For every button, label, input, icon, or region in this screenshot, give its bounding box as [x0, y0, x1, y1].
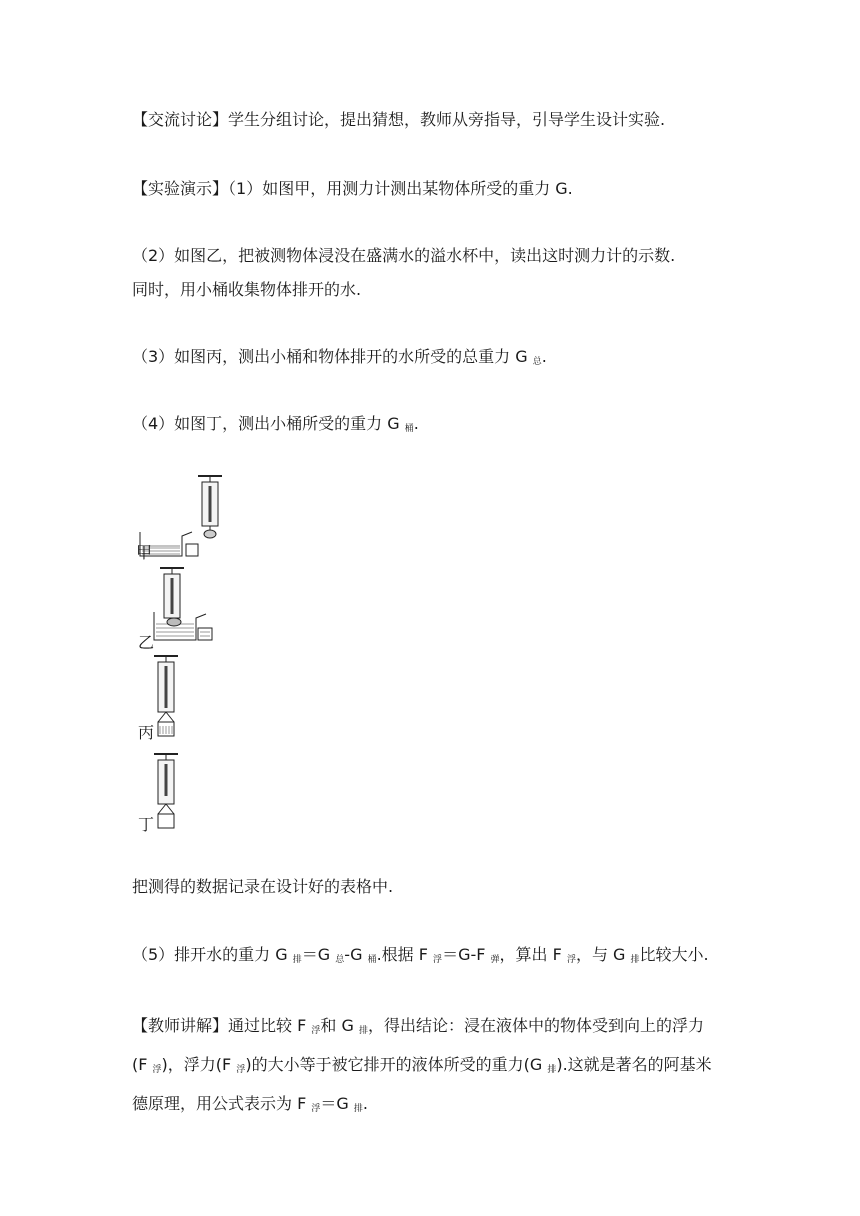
- paragraph-demo-step1: [132, 175, 740, 203]
- setup-ding: [154, 754, 178, 828]
- text-run: ，得出结论：浸在液体中的物体受到向上的浮力: [368, 1016, 705, 1035]
- text-run: 通过比较 F: [228, 1016, 312, 1035]
- subscript: 桶: [404, 424, 414, 434]
- experiment-diagram: [130, 470, 250, 840]
- paragraph-line: 同时，用小桶收集物体排开的水.: [132, 280, 362, 299]
- text-run: ＝G-F: [442, 945, 491, 964]
- figure-label-yi: 乙: [138, 633, 155, 652]
- text-run: 德原理，用公式表示为 F: [132, 1094, 312, 1113]
- text-run: )，浮力(F: [161, 1055, 237, 1074]
- setup-bing: [154, 656, 178, 736]
- paragraph-text: 把测得的数据记录在设计好的表格中.: [132, 877, 394, 896]
- text-run: ，算出 F: [499, 945, 567, 964]
- subscript: 弹: [490, 955, 500, 965]
- text-run: ).这就是著名的阿基米: [556, 1055, 712, 1074]
- figure-label-ding: 丁: [138, 815, 155, 834]
- paragraph-line: [132, 1087, 740, 1126]
- paragraph-line: （2）如图乙，把被测物体浸没在盛满水的溢水杯中，读出这时测力计的示数.: [132, 246, 676, 265]
- subscript: 浮: [566, 955, 576, 965]
- section-head: 【交流讨论】: [132, 110, 229, 129]
- paragraph-text: （4）如图丁，测出小桶所受的重力 G: [132, 414, 405, 433]
- setup-jia: [140, 476, 222, 556]
- text-run: ，与 G: [575, 945, 631, 964]
- text-run: （5）排开水的重力 G: [132, 945, 293, 964]
- paragraph-demo-step2: [132, 242, 740, 304]
- subscript: 浮: [433, 955, 443, 965]
- subscript: 总: [532, 357, 542, 367]
- text-run: .: [362, 1094, 369, 1113]
- paragraph-text: 学生分组讨论，提出猜想，教师从旁指导，引导学生设计实验.: [228, 110, 666, 129]
- paragraph-discussion: [132, 106, 740, 134]
- subscript: 排: [359, 1026, 369, 1036]
- setup-yi: [154, 568, 212, 640]
- subscript: 浮: [311, 1104, 321, 1114]
- figure-label-jia: 甲: [136, 543, 153, 562]
- subscript: 浮: [236, 1065, 246, 1075]
- text-run: 和 G: [320, 1016, 359, 1035]
- text-run: (F: [132, 1055, 153, 1074]
- subscript: 总: [335, 955, 345, 965]
- paragraph-demo-step3: [132, 343, 740, 376]
- paragraph-text: （1）如图甲，用测力计测出某物体所受的重力 G.: [228, 179, 573, 198]
- subscript: 排: [547, 1065, 557, 1075]
- text-run: ＝G: [320, 1094, 354, 1113]
- text-run: -G: [344, 945, 368, 964]
- paragraph-demo-step4: [132, 410, 740, 443]
- text-run: 比较大小.: [639, 945, 709, 964]
- section-head: 【实验演示】: [132, 179, 229, 198]
- text-run: )的大小等于被它排开的液体所受的重力(G: [245, 1055, 548, 1074]
- subscript: 桶: [367, 955, 377, 965]
- figure-label-bing: 丙: [138, 723, 155, 742]
- paragraph-step5: [132, 941, 740, 974]
- paragraph-teacher-explain: [132, 1009, 740, 1126]
- paragraph-text: （3）如图丙，测出小桶和物体排开的水所受的总重力 G: [132, 347, 533, 366]
- paragraph-line: [132, 1009, 740, 1048]
- experiment-figure: [130, 470, 250, 840]
- paragraph-text: .: [541, 347, 547, 366]
- subscript: 排: [292, 955, 302, 965]
- text-run: .根据 F: [376, 945, 434, 964]
- section-head: 【教师讲解】: [132, 1016, 229, 1035]
- paragraph-line: [132, 1048, 740, 1087]
- text-run: ＝G: [301, 945, 336, 964]
- subscript: 排: [353, 1104, 363, 1114]
- paragraph-text: .: [413, 414, 419, 433]
- paragraph-record: [132, 873, 740, 901]
- subscript: 浮: [311, 1026, 321, 1036]
- subscript: 浮: [152, 1065, 162, 1075]
- subscript: 排: [630, 955, 640, 965]
